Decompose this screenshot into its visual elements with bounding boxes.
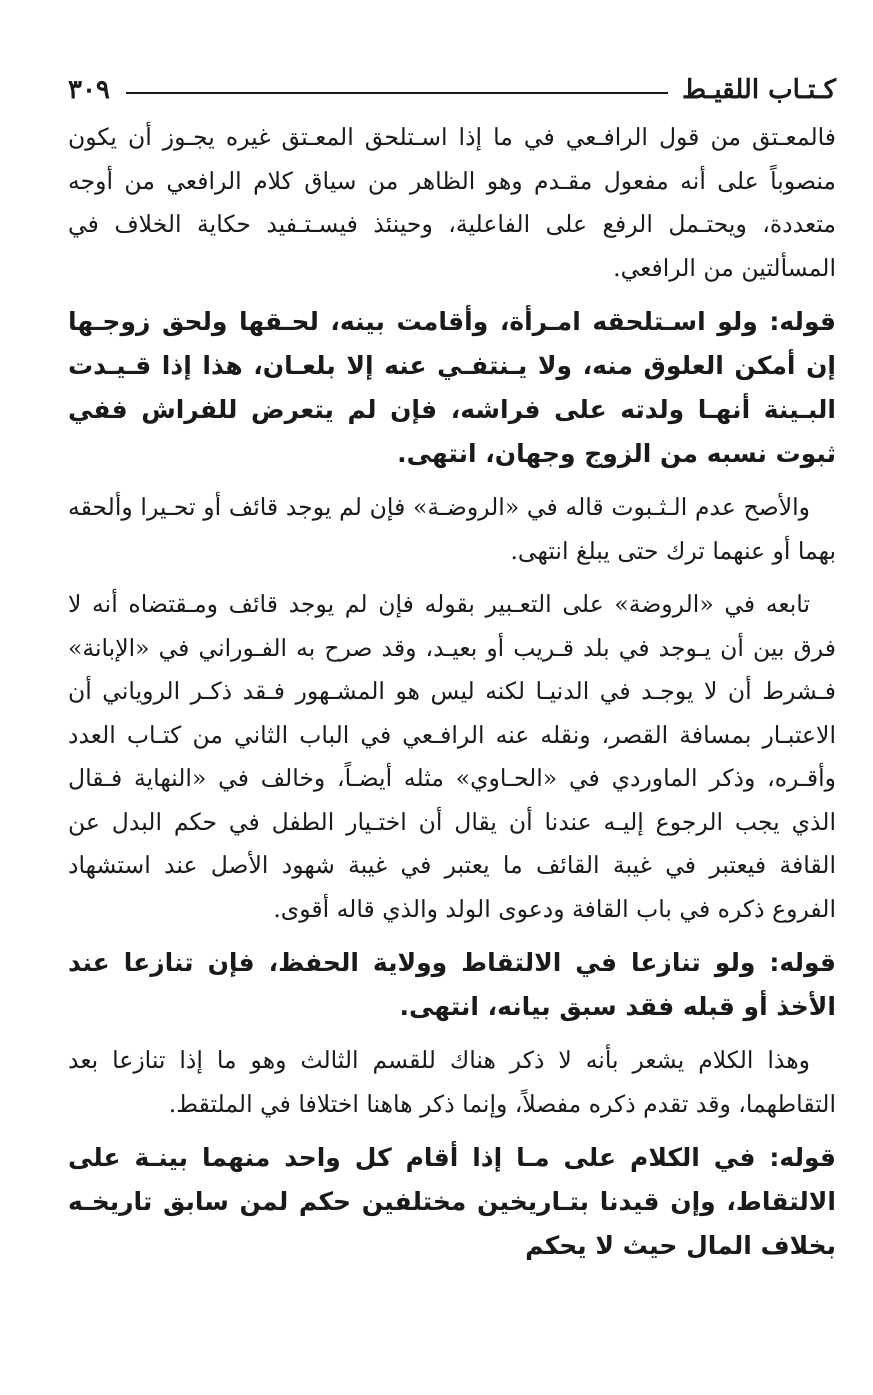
commentary-paragraph: والأصح عدم الـثـبوت قاله في «الروضـة» فإن لم يوجد قائف أو تحـيرا وألحقه بهما أو عنهما ترك حتى يبلغ انتهى. xyxy=(68,493,836,565)
header-rule xyxy=(126,92,668,94)
quoted-passage: قوله: في الكلام على مـا إذا أقام كل واحد منهما بينـة على الالتقاط، وإن قيدنا بتـاريخين مختلفين حكم لمن سابق تاريخـه بخلاف المال حيث لا يحكم xyxy=(68,1143,836,1260)
quoted-passage: قوله: ولو تنازعا في الالتقاط وولاية الحفظ، فإن تنازعا عند الأخذ أو قبله فقد سبق بيانه، انتهى. xyxy=(68,948,836,1021)
commentary-paragraph: فالمعـتق من قول الرافـعي في ما إذا اسـتلحق المعـتق غيره يجـوز أن يكون منصوباً على أنه مفعول مقـدم وهو الظاهر من سياق كلام الرافعي من أوجه متعددة، ويحتـمل الرفع على الفاعلية، وحينئذ فيسـتـفيد حكاية الخلاف في المسألتين من الرافعي. xyxy=(68,123,836,282)
quoted-passage: قوله: ولو اسـتلحقه امـرأة، وأقامت بينه، لحـقها ولحق زوجـها إن أمكن العلوق منه، ولا يـنتفـي عنه إلا بلعـان، هذا إذا قـيـدت البـينة أنهـا ولدته على فراشه، فإن لم يتعرض للفراش ففي ثبوت نسبه من الزوج وجهان، انتهى. xyxy=(68,307,836,468)
commentary-paragraph: وهذا الكلام يشعر بأنه لا ذكر هناك للقسم الثالث وهو ما إذا تنازعا بعد التقاطهما، وقد تقدم ذكره مفصلاً، وإنما ذكر هاهنا اختلافا في الملتقط. xyxy=(68,1046,836,1118)
running-header xyxy=(68,68,836,112)
page-number: ٣٠٩ xyxy=(68,75,110,105)
book-title: كـتـاب اللقيـط xyxy=(682,75,836,105)
body-text xyxy=(68,116,836,1268)
book-page xyxy=(68,68,836,1278)
commentary-paragraph: تابعه في «الروضة» على التعـبير بقوله فإن لم يوجد قائف ومـقتضاه أنه لا فرق بين أن يـوجد في بلد قـريب أو بعيـد، وقد صرح به الفـوراني في «الإبانة» فـشرط أن لا يوجـد في الدنيـا لكنه ليس هو المشـهور فـقد ذكـر الروياني أن الاعتبـار بمسافة القصر، ونقله عنه الرافـعي في الباب الثاني من كتـاب العدد وأقـره، وذكر الماوردي في «الحـاوي» مثله أيضـاً، وخالف في «النهاية فـقال الذي يجب الرجوع إليـه عندنا أن يقال أن اختـيار الطفل في حكم البدل عن القافة فيعتبر في غيبة القائف ما يعتبر في غيبة شهود الأصل عند استشهاد الفروع ذكره في باب القافة ودعوى الولد والذي قاله أقوى. xyxy=(68,590,836,923)
